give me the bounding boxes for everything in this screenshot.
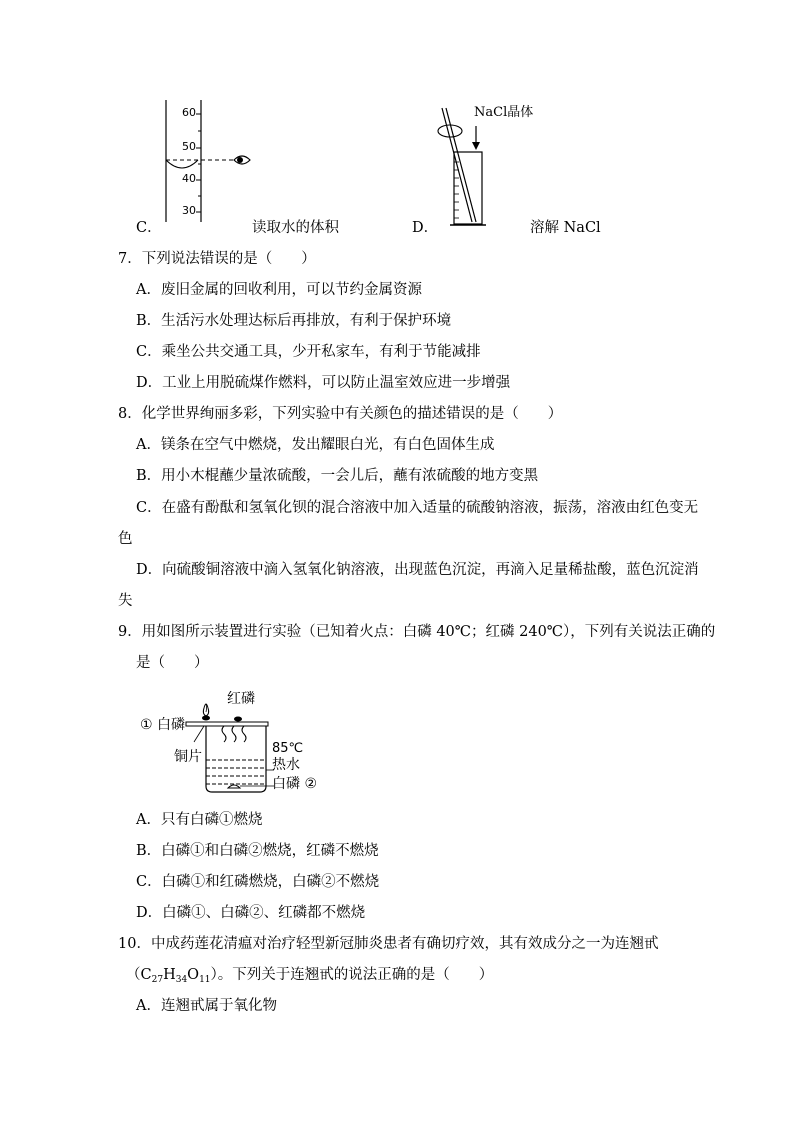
cyl-tick-30: 30 — [182, 204, 196, 217]
label-temperature: 85℃ — [272, 741, 304, 756]
q9-option-a: A．只有白磷①燃烧 — [136, 812, 263, 828]
q10-formula-close: ）。 — [210, 967, 233, 983]
q9-stem-2: 是（ ） — [136, 655, 209, 671]
q7-option-d: D．工业上用脱硫煤作燃料，可以防止温室效应进一步增强 — [136, 375, 511, 391]
q8-option-c: C．在盛有酚酞和氢氧化钡的混合溶液中加入适量的硫酸钠溶液，振荡，溶液由红色变无 — [136, 500, 699, 516]
label-white-phosphorus-2: 白磷 ② — [272, 776, 318, 792]
q10-option-a: A．连翘甙属于氧化物 — [136, 998, 277, 1014]
label-hot-water: 热水 — [272, 757, 300, 773]
q8-option-d: D．向硫酸铜溶液中滴入氢氧化钠溶液，出现蓝色沉淀，再滴入足量稀盐酸，蓝色沉淀消 — [136, 562, 699, 578]
option-c-letter: C． — [136, 220, 162, 236]
option-d-caption: 溶解 NaCl — [530, 220, 601, 236]
q7-option-b: B．生活污水处理达标后再排放，有利于保护环境 — [136, 313, 452, 329]
q7-option-c: C．乘坐公共交通工具，少开私家车，有利于节能减排 — [136, 344, 481, 360]
q10-formula-c: 27 — [151, 975, 164, 985]
q10-formula-h: H — [163, 967, 176, 983]
q10-formula-o: O — [187, 967, 200, 983]
cyl-tick-50: 50 — [182, 140, 196, 153]
q8-option-a: A．镁条在空气中燃烧，发出耀眼白光，有白色固体生成 — [136, 437, 495, 453]
q8-option-c-cont: 色 — [118, 531, 133, 547]
cyl-tick-40: 40 — [182, 172, 196, 185]
label-red-phosphorus: 红磷 — [227, 691, 255, 707]
q10-stem-1: 10．中成药莲花清瘟对治疗轻型新冠肺炎患者有确切疗效，其有效成分之一为连翘甙 — [118, 936, 659, 952]
nacl-crystal-label: NaCl晶体 — [474, 105, 534, 120]
option-d-letter: D． — [412, 220, 439, 236]
option-c-caption: 读取水的体积 — [252, 220, 339, 236]
q9-option-c: C．白磷①和红磷燃烧，白磷②不燃烧 — [136, 874, 380, 890]
q10-stem-2-rest: 下列关于连翘甙的说法正确的是（ ） — [232, 967, 494, 983]
q9-option-d: D．白磷①、白磷②、红磷都不燃烧 — [136, 905, 366, 921]
q9-stem-1: 9．用如图所示装置进行实验（已知着火点：白磷 40℃；红磷 240℃），下列有关说法正确的 — [118, 624, 716, 640]
q8-option-d-cont: 失 — [118, 593, 133, 609]
q10-formula-open: （C — [126, 967, 152, 983]
cyl-tick-60: 60 — [182, 106, 196, 119]
dissolve-figure — [432, 104, 492, 230]
eye-icon — [232, 152, 252, 168]
q8-stem: 8．化学世界绚丽多彩，下列实验中有关颜色的描述错误的是（ ） — [118, 406, 563, 422]
q8-option-b: B．用小木棍蘸少量浓硫酸，一会儿后，蘸有浓硫酸的地方变黑 — [136, 468, 539, 484]
q7-option-a: A．废旧金属的回收利用，可以节约金属资源 — [136, 282, 422, 298]
q10-formula-o-count: 11 — [199, 975, 211, 985]
label-white-phosphorus-1: ① 白磷 — [140, 717, 186, 733]
q9-option-b: B．白磷①和白磷②燃烧，红磷不燃烧 — [136, 843, 379, 859]
q10-stem-2 — [126, 965, 493, 985]
q7-stem: 7．下列说法错误的是（ ） — [118, 251, 316, 267]
label-copper-sheet: 铜片 — [174, 749, 202, 765]
q10-formula-h-count: 34 — [175, 975, 188, 985]
